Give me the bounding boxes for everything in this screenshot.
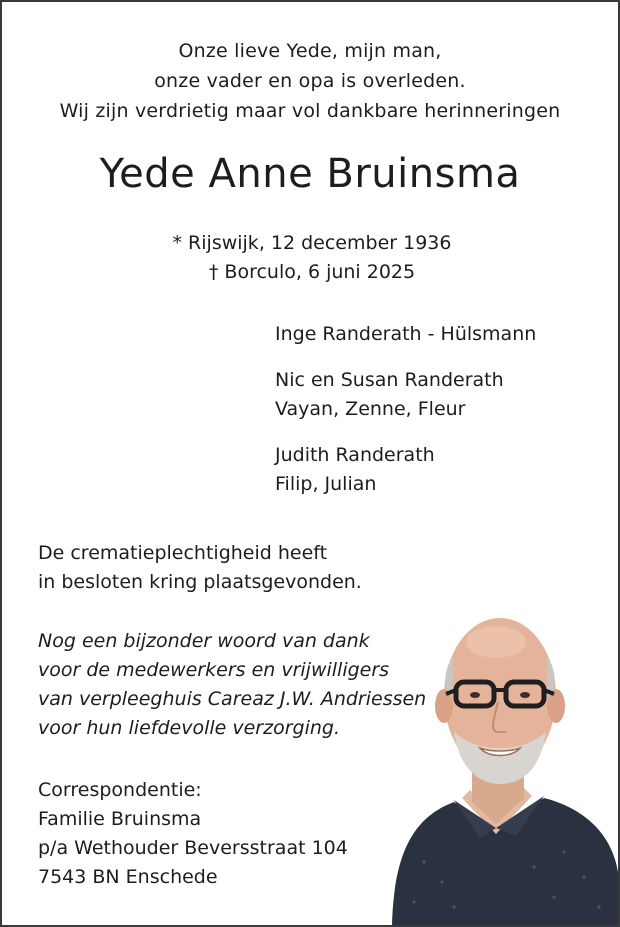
portrait-photo	[384, 602, 618, 925]
death-date: † Borculo, 6 juni 2025	[208, 261, 416, 283]
cremation-line: De crematieplechtigheid heeft	[38, 542, 328, 564]
intro-line: onze vader en opa is overleden.	[154, 70, 466, 92]
thanks-line: van verpleeghuis Careaz J.W. Andriessen	[38, 688, 427, 710]
family-grandchildren: Vayan, Zenne, Fleur	[275, 398, 466, 420]
family-grandchildren: Filip, Julian	[275, 473, 377, 495]
thanks-note	[38, 627, 426, 743]
deceased-name: Yede Anne Bruinsma	[99, 151, 521, 197]
family-group	[275, 320, 536, 349]
thanks-line: Nog een bijzonder woord van dank	[38, 630, 370, 652]
correspondence-city: 7543 BN Enschede	[38, 866, 218, 888]
family-member: Inge Randerath - Hülsmann	[275, 323, 537, 345]
family-member: Judith Randerath	[275, 444, 435, 466]
correspondence-label: Correspondentie:	[38, 779, 202, 801]
intro-line: Onze lieve Yede, mijn man,	[178, 40, 442, 62]
family-list	[275, 320, 536, 516]
intro-line: Wij zijn verdrietig maar vol dankbare herinneringen	[59, 100, 561, 122]
thanks-line: voor de medewerkers en vrijwilligers	[38, 659, 390, 681]
correspondence-name: Familie Bruinsma	[38, 808, 202, 830]
life-dates	[2, 229, 620, 287]
cremation-note	[38, 539, 362, 597]
thanks-line: voor hun liefdevolle verzorging.	[38, 717, 340, 739]
correspondence-street: p/a Wethouder Beversstraat 104	[38, 837, 348, 859]
family-member: Nic en Susan Randerath	[275, 369, 504, 391]
cremation-line: in besloten kring plaatsgevonden.	[38, 571, 362, 593]
correspondence-address	[38, 776, 348, 892]
family-group	[275, 441, 536, 499]
birth-date: * Rijswijk, 12 december 1936	[172, 232, 452, 254]
family-group	[275, 366, 536, 424]
intro-text	[2, 36, 618, 126]
